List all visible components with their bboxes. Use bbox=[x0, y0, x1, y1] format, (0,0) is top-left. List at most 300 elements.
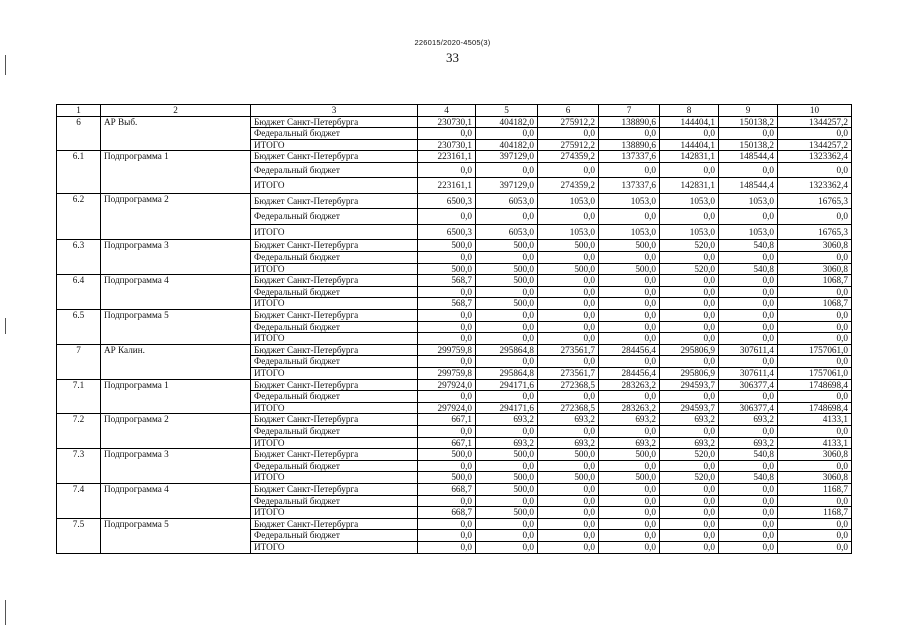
amount-cell: 0,0 bbox=[660, 321, 719, 333]
amount-cell: 540,8 bbox=[719, 263, 778, 275]
amount-cell: 500,0 bbox=[418, 263, 476, 275]
amount-cell: 693,2 bbox=[476, 414, 538, 426]
amount-cell: 0,0 bbox=[418, 321, 476, 333]
amount-cell: 540,8 bbox=[719, 472, 778, 484]
amount-cell: 1053,0 bbox=[538, 224, 599, 240]
funding-source: ИТОГО bbox=[251, 298, 418, 310]
amount-cell: 0,0 bbox=[599, 530, 660, 542]
amount-cell: 0,0 bbox=[778, 530, 852, 542]
amount-cell: 273561,7 bbox=[538, 368, 599, 380]
table-row bbox=[57, 116, 852, 128]
amount-cell: 0,0 bbox=[538, 252, 599, 264]
funding-source: Бюджет Санкт-Петербурга bbox=[251, 193, 418, 209]
amount-cell: 0,0 bbox=[538, 298, 599, 310]
amount-cell: 0,0 bbox=[476, 209, 538, 225]
amount-cell: 0,0 bbox=[778, 460, 852, 472]
funding-source: Бюджет Санкт-Петербурга bbox=[251, 310, 418, 322]
amount-cell: 540,8 bbox=[719, 240, 778, 252]
amount-cell: 16765,3 bbox=[778, 193, 852, 209]
amount-cell: 397129,0 bbox=[476, 151, 538, 163]
amount-cell: 0,0 bbox=[719, 298, 778, 310]
program-number: 7.2 bbox=[57, 414, 101, 449]
amount-cell: 0,0 bbox=[660, 495, 719, 507]
amount-cell: 0,0 bbox=[418, 333, 476, 345]
amount-cell: 404182,0 bbox=[476, 116, 538, 128]
program-number: 7.5 bbox=[57, 518, 101, 553]
amount-cell: 1068,7 bbox=[778, 298, 852, 310]
amount-cell: 137337,6 bbox=[599, 178, 660, 194]
amount-cell: 0,0 bbox=[660, 356, 719, 368]
program-name: Подпрограмма 5 bbox=[101, 310, 251, 345]
funding-source: ИТОГО bbox=[251, 263, 418, 275]
amount-cell: 307611,4 bbox=[719, 344, 778, 356]
amount-cell: 500,0 bbox=[476, 240, 538, 252]
amount-cell: 1053,0 bbox=[660, 224, 719, 240]
funding-source: Федеральный бюджет bbox=[251, 128, 418, 140]
column-number: 5 bbox=[476, 105, 538, 117]
amount-cell: 404182,0 bbox=[476, 139, 538, 151]
funding-source: Федеральный бюджет bbox=[251, 321, 418, 333]
funding-source: Федеральный бюджет bbox=[251, 162, 418, 178]
table-row bbox=[57, 449, 852, 461]
amount-cell: 0,0 bbox=[599, 495, 660, 507]
funding-source: ИТОГО bbox=[251, 541, 418, 553]
amount-cell: 0,0 bbox=[538, 425, 599, 437]
amount-cell: 0,0 bbox=[599, 286, 660, 298]
amount-cell: 500,0 bbox=[599, 263, 660, 275]
amount-cell: 693,2 bbox=[660, 437, 719, 449]
amount-cell: 693,2 bbox=[719, 437, 778, 449]
amount-cell: 0,0 bbox=[476, 321, 538, 333]
funding-source: Федеральный бюджет bbox=[251, 530, 418, 542]
amount-cell: 1323362,4 bbox=[778, 151, 852, 163]
amount-cell: 500,0 bbox=[538, 449, 599, 461]
amount-cell: 294171,6 bbox=[476, 379, 538, 391]
amount-cell: 0,0 bbox=[599, 541, 660, 553]
amount-cell: 0,0 bbox=[719, 310, 778, 322]
amount-cell: 294593,7 bbox=[660, 379, 719, 391]
amount-cell: 138890,6 bbox=[599, 116, 660, 128]
amount-cell: 397129,0 bbox=[476, 178, 538, 194]
amount-cell: 0,0 bbox=[778, 209, 852, 225]
budget-table bbox=[56, 104, 852, 554]
funding-source: ИТОГО bbox=[251, 472, 418, 484]
amount-cell: 0,0 bbox=[418, 391, 476, 403]
program-name: Подпрограмма 3 bbox=[101, 240, 251, 275]
amount-cell: 0,0 bbox=[778, 541, 852, 553]
amount-cell: 500,0 bbox=[599, 240, 660, 252]
funding-source: ИТОГО bbox=[251, 507, 418, 519]
amount-cell: 0,0 bbox=[538, 356, 599, 368]
amount-cell: 1344257,2 bbox=[778, 116, 852, 128]
amount-cell: 0,0 bbox=[778, 162, 852, 178]
amount-cell: 500,0 bbox=[476, 263, 538, 275]
amount-cell: 0,0 bbox=[599, 162, 660, 178]
amount-cell: 0,0 bbox=[660, 507, 719, 519]
amount-cell: 299759,8 bbox=[418, 368, 476, 380]
amount-cell: 0,0 bbox=[599, 209, 660, 225]
amount-cell: 500,0 bbox=[538, 240, 599, 252]
amount-cell: 0,0 bbox=[538, 209, 599, 225]
amount-cell: 693,2 bbox=[599, 414, 660, 426]
amount-cell: 3060,8 bbox=[778, 263, 852, 275]
amount-cell: 0,0 bbox=[660, 460, 719, 472]
amount-cell: 6500,3 bbox=[418, 193, 476, 209]
amount-cell: 144404,1 bbox=[660, 139, 719, 151]
amount-cell: 0,0 bbox=[538, 507, 599, 519]
amount-cell: 0,0 bbox=[660, 162, 719, 178]
amount-cell: 0,0 bbox=[418, 162, 476, 178]
column-number: 3 bbox=[251, 105, 418, 117]
program-number: 7 bbox=[57, 344, 101, 379]
amount-cell: 0,0 bbox=[719, 460, 778, 472]
amount-cell: 3060,8 bbox=[778, 472, 852, 484]
amount-cell: 0,0 bbox=[538, 541, 599, 553]
amount-cell: 0,0 bbox=[660, 252, 719, 264]
funding-source: Бюджет Санкт-Петербурга bbox=[251, 483, 418, 495]
amount-cell: 500,0 bbox=[476, 298, 538, 310]
amount-cell: 520,0 bbox=[660, 449, 719, 461]
amount-cell: 0,0 bbox=[476, 333, 538, 345]
amount-cell: 295864,8 bbox=[476, 344, 538, 356]
funding-source: ИТОГО bbox=[251, 333, 418, 345]
program-name: Подпрограмма 3 bbox=[101, 449, 251, 484]
amount-cell: 500,0 bbox=[599, 472, 660, 484]
program-name: Подпрограмма 5 bbox=[101, 518, 251, 553]
amount-cell: 0,0 bbox=[719, 286, 778, 298]
amount-cell: 0,0 bbox=[418, 310, 476, 322]
amount-cell: 138890,6 bbox=[599, 139, 660, 151]
amount-cell: 520,0 bbox=[660, 472, 719, 484]
amount-cell: 4133,1 bbox=[778, 437, 852, 449]
amount-cell: 0,0 bbox=[660, 286, 719, 298]
amount-cell: 0,0 bbox=[599, 275, 660, 287]
amount-cell: 1168,7 bbox=[778, 483, 852, 495]
amount-cell: 0,0 bbox=[476, 128, 538, 140]
amount-cell: 150138,2 bbox=[719, 116, 778, 128]
amount-cell: 500,0 bbox=[418, 449, 476, 461]
amount-cell: 500,0 bbox=[476, 472, 538, 484]
amount-cell: 295806,9 bbox=[660, 344, 719, 356]
program-name: Подпрограмма 1 bbox=[101, 151, 251, 194]
column-number: 9 bbox=[719, 105, 778, 117]
table-row bbox=[57, 151, 852, 163]
amount-cell: 16765,3 bbox=[778, 224, 852, 240]
amount-cell: 0,0 bbox=[476, 541, 538, 553]
amount-cell: 0,0 bbox=[599, 518, 660, 530]
amount-cell: 0,0 bbox=[476, 310, 538, 322]
amount-cell: 0,0 bbox=[719, 162, 778, 178]
amount-cell: 1053,0 bbox=[599, 193, 660, 209]
amount-cell: 297924,0 bbox=[418, 402, 476, 414]
amount-cell: 0,0 bbox=[599, 252, 660, 264]
funding-source: Федеральный бюджет bbox=[251, 252, 418, 264]
amount-cell: 0,0 bbox=[660, 298, 719, 310]
amount-cell: 137337,6 bbox=[599, 151, 660, 163]
amount-cell: 540,8 bbox=[719, 449, 778, 461]
column-number: 6 bbox=[538, 105, 599, 117]
amount-cell: 500,0 bbox=[476, 449, 538, 461]
amount-cell: 150138,2 bbox=[719, 139, 778, 151]
amount-cell: 295864,8 bbox=[476, 368, 538, 380]
amount-cell: 0,0 bbox=[538, 275, 599, 287]
amount-cell: 1053,0 bbox=[719, 193, 778, 209]
amount-cell: 6500,3 bbox=[418, 224, 476, 240]
amount-cell: 0,0 bbox=[719, 209, 778, 225]
amount-cell: 0,0 bbox=[719, 333, 778, 345]
amount-cell: 0,0 bbox=[599, 391, 660, 403]
table-row bbox=[57, 310, 852, 322]
amount-cell: 0,0 bbox=[719, 252, 778, 264]
amount-cell: 306377,4 bbox=[719, 379, 778, 391]
amount-cell: 142831,1 bbox=[660, 178, 719, 194]
amount-cell: 275912,2 bbox=[538, 116, 599, 128]
funding-source: Федеральный бюджет bbox=[251, 495, 418, 507]
amount-cell: 568,7 bbox=[418, 275, 476, 287]
amount-cell: 230730,1 bbox=[418, 116, 476, 128]
amount-cell: 223161,1 bbox=[418, 178, 476, 194]
amount-cell: 294171,6 bbox=[476, 402, 538, 414]
amount-cell: 0,0 bbox=[778, 333, 852, 345]
amount-cell: 0,0 bbox=[719, 483, 778, 495]
amount-cell: 0,0 bbox=[476, 518, 538, 530]
amount-cell: 0,0 bbox=[660, 541, 719, 553]
funding-source: Бюджет Санкт-Петербурга bbox=[251, 449, 418, 461]
funding-source: Бюджет Санкт-Петербурга bbox=[251, 151, 418, 163]
table-row bbox=[57, 240, 852, 252]
amount-cell: 0,0 bbox=[660, 483, 719, 495]
amount-cell: 295806,9 bbox=[660, 368, 719, 380]
column-number: 1 bbox=[57, 105, 101, 117]
amount-cell: 0,0 bbox=[538, 460, 599, 472]
amount-cell: 500,0 bbox=[476, 483, 538, 495]
program-name: Подпрограмма 2 bbox=[101, 414, 251, 449]
program-number: 6.2 bbox=[57, 193, 101, 240]
table-row bbox=[57, 414, 852, 426]
column-number-row bbox=[57, 105, 852, 117]
amount-cell: 272368,5 bbox=[538, 379, 599, 391]
amount-cell: 1068,7 bbox=[778, 275, 852, 287]
column-number: 7 bbox=[599, 105, 660, 117]
amount-cell: 500,0 bbox=[476, 507, 538, 519]
amount-cell: 0,0 bbox=[599, 333, 660, 345]
program-number: 6.1 bbox=[57, 151, 101, 194]
amount-cell: 0,0 bbox=[599, 321, 660, 333]
amount-cell: 1344257,2 bbox=[778, 139, 852, 151]
amount-cell: 693,2 bbox=[660, 414, 719, 426]
amount-cell: 0,0 bbox=[778, 321, 852, 333]
funding-source: ИТОГО bbox=[251, 437, 418, 449]
amount-cell: 667,1 bbox=[418, 437, 476, 449]
amount-cell: 0,0 bbox=[476, 425, 538, 437]
amount-cell: 0,0 bbox=[599, 310, 660, 322]
funding-source: ИТОГО bbox=[251, 178, 418, 194]
amount-cell: 0,0 bbox=[476, 356, 538, 368]
program-number: 7.3 bbox=[57, 449, 101, 484]
program-number: 7.1 bbox=[57, 379, 101, 414]
amount-cell: 0,0 bbox=[719, 321, 778, 333]
document-number: 226015/2020-4505(3) bbox=[414, 38, 491, 47]
program-name: Подпрограмма 4 bbox=[101, 483, 251, 518]
amount-cell: 223161,1 bbox=[418, 151, 476, 163]
amount-cell: 0,0 bbox=[778, 495, 852, 507]
amount-cell: 0,0 bbox=[538, 333, 599, 345]
amount-cell: 0,0 bbox=[719, 518, 778, 530]
amount-cell: 6053,0 bbox=[476, 224, 538, 240]
amount-cell: 667,1 bbox=[418, 414, 476, 426]
amount-cell: 284456,4 bbox=[599, 368, 660, 380]
amount-cell: 668,7 bbox=[418, 507, 476, 519]
amount-cell: 0,0 bbox=[538, 518, 599, 530]
amount-cell: 520,0 bbox=[660, 263, 719, 275]
table-row bbox=[57, 275, 852, 287]
amount-cell: 0,0 bbox=[418, 530, 476, 542]
amount-cell: 500,0 bbox=[418, 240, 476, 252]
scan-margin-mark bbox=[5, 600, 6, 625]
amount-cell: 6053,0 bbox=[476, 193, 538, 209]
amount-cell: 1053,0 bbox=[660, 193, 719, 209]
funding-source: Федеральный бюджет bbox=[251, 209, 418, 225]
amount-cell: 693,2 bbox=[538, 437, 599, 449]
amount-cell: 0,0 bbox=[599, 356, 660, 368]
amount-cell: 0,0 bbox=[778, 425, 852, 437]
amount-cell: 230730,1 bbox=[418, 139, 476, 151]
amount-cell: 0,0 bbox=[418, 252, 476, 264]
funding-source: Бюджет Санкт-Петербурга bbox=[251, 344, 418, 356]
amount-cell: 0,0 bbox=[660, 425, 719, 437]
amount-cell: 0,0 bbox=[719, 507, 778, 519]
amount-cell: 297924,0 bbox=[418, 379, 476, 391]
amount-cell: 0,0 bbox=[778, 286, 852, 298]
amount-cell: 0,0 bbox=[418, 209, 476, 225]
amount-cell: 0,0 bbox=[719, 275, 778, 287]
program-number: 6.3 bbox=[57, 240, 101, 275]
amount-cell: 4133,1 bbox=[778, 414, 852, 426]
funding-source: Федеральный бюджет bbox=[251, 391, 418, 403]
funding-source: Бюджет Санкт-Петербурга bbox=[251, 240, 418, 252]
amount-cell: 1748698,4 bbox=[778, 402, 852, 414]
amount-cell: 0,0 bbox=[778, 252, 852, 264]
amount-cell: 0,0 bbox=[660, 275, 719, 287]
amount-cell: 294593,7 bbox=[660, 402, 719, 414]
funding-source: ИТОГО bbox=[251, 368, 418, 380]
amount-cell: 0,0 bbox=[778, 518, 852, 530]
amount-cell: 0,0 bbox=[418, 495, 476, 507]
amount-cell: 0,0 bbox=[538, 495, 599, 507]
amount-cell: 0,0 bbox=[538, 162, 599, 178]
table-row bbox=[57, 344, 852, 356]
amount-cell: 0,0 bbox=[719, 391, 778, 403]
amount-cell: 693,2 bbox=[538, 414, 599, 426]
amount-cell: 693,2 bbox=[719, 414, 778, 426]
amount-cell: 0,0 bbox=[660, 209, 719, 225]
funding-source: Федеральный бюджет bbox=[251, 286, 418, 298]
program-number: 6.4 bbox=[57, 275, 101, 310]
amount-cell: 0,0 bbox=[719, 356, 778, 368]
scan-margin-mark bbox=[5, 318, 6, 334]
column-number: 4 bbox=[418, 105, 476, 117]
amount-cell: 0,0 bbox=[538, 530, 599, 542]
amount-cell: 0,0 bbox=[418, 425, 476, 437]
funding-source: ИТОГО bbox=[251, 402, 418, 414]
amount-cell: 0,0 bbox=[418, 286, 476, 298]
amount-cell: 0,0 bbox=[418, 128, 476, 140]
amount-cell: 0,0 bbox=[599, 298, 660, 310]
column-number: 10 bbox=[778, 105, 852, 117]
amount-cell: 500,0 bbox=[476, 275, 538, 287]
amount-cell: 1757061,0 bbox=[778, 368, 852, 380]
amount-cell: 0,0 bbox=[538, 391, 599, 403]
amount-cell: 0,0 bbox=[476, 391, 538, 403]
program-number: 7.4 bbox=[57, 483, 101, 518]
amount-cell: 274359,2 bbox=[538, 151, 599, 163]
amount-cell: 272368,5 bbox=[538, 402, 599, 414]
amount-cell: 148544,4 bbox=[719, 151, 778, 163]
table-row bbox=[57, 379, 852, 391]
funding-source: Бюджет Санкт-Петербурга bbox=[251, 379, 418, 391]
funding-source: Федеральный бюджет bbox=[251, 460, 418, 472]
amount-cell: 3060,8 bbox=[778, 449, 852, 461]
amount-cell: 500,0 bbox=[599, 449, 660, 461]
program-number: 6 bbox=[57, 116, 101, 151]
amount-cell: 0,0 bbox=[599, 507, 660, 519]
funding-source: Бюджет Санкт-Петербурга bbox=[251, 116, 418, 128]
amount-cell: 284456,4 bbox=[599, 344, 660, 356]
amount-cell: 0,0 bbox=[538, 128, 599, 140]
amount-cell: 0,0 bbox=[660, 128, 719, 140]
amount-cell: 0,0 bbox=[599, 128, 660, 140]
page-number: 33 bbox=[446, 50, 459, 65]
amount-cell: 0,0 bbox=[538, 286, 599, 298]
amount-cell: 0,0 bbox=[660, 518, 719, 530]
amount-cell: 0,0 bbox=[719, 128, 778, 140]
amount-cell: 0,0 bbox=[538, 321, 599, 333]
amount-cell: 0,0 bbox=[719, 530, 778, 542]
amount-cell: 0,0 bbox=[719, 495, 778, 507]
amount-cell: 0,0 bbox=[660, 310, 719, 322]
amount-cell: 0,0 bbox=[778, 128, 852, 140]
amount-cell: 0,0 bbox=[660, 333, 719, 345]
amount-cell: 283263,2 bbox=[599, 402, 660, 414]
amount-cell: 0,0 bbox=[719, 541, 778, 553]
funding-source: Бюджет Санкт-Петербурга bbox=[251, 275, 418, 287]
funding-source: Бюджет Санкт-Петербурга bbox=[251, 414, 418, 426]
table-row bbox=[57, 193, 852, 209]
program-name: Подпрограмма 4 bbox=[101, 275, 251, 310]
amount-cell: 0,0 bbox=[599, 425, 660, 437]
amount-cell: 0,0 bbox=[476, 495, 538, 507]
amount-cell: 299759,8 bbox=[418, 344, 476, 356]
amount-cell: 668,7 bbox=[418, 483, 476, 495]
amount-cell: 0,0 bbox=[418, 356, 476, 368]
funding-source: Бюджет Санкт-Петербурга bbox=[251, 518, 418, 530]
amount-cell: 0,0 bbox=[538, 310, 599, 322]
amount-cell: 1323362,4 bbox=[778, 178, 852, 194]
amount-cell: 1757061,0 bbox=[778, 344, 852, 356]
program-name: АР Калин. bbox=[101, 344, 251, 379]
amount-cell: 0,0 bbox=[778, 356, 852, 368]
amount-cell: 142831,1 bbox=[660, 151, 719, 163]
amount-cell: 1053,0 bbox=[599, 224, 660, 240]
amount-cell: 1053,0 bbox=[538, 193, 599, 209]
amount-cell: 568,7 bbox=[418, 298, 476, 310]
amount-cell: 0,0 bbox=[660, 391, 719, 403]
amount-cell: 1168,7 bbox=[778, 507, 852, 519]
table-row bbox=[57, 518, 852, 530]
amount-cell: 0,0 bbox=[476, 252, 538, 264]
amount-cell: 0,0 bbox=[476, 286, 538, 298]
amount-cell: 273561,7 bbox=[538, 344, 599, 356]
